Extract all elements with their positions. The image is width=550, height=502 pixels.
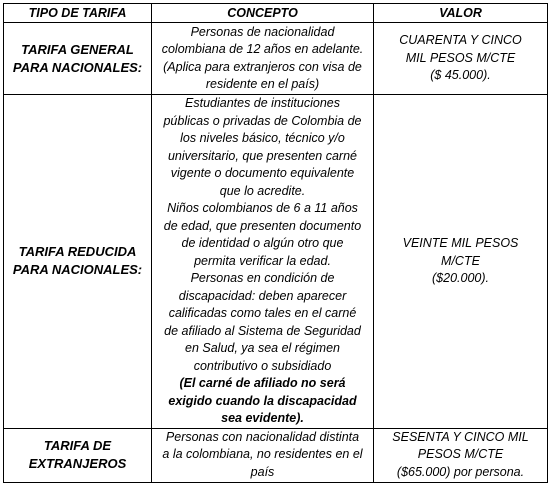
concepto-line: en Salud, ya sea el régimen [185, 341, 340, 355]
concepto-line: (Aplica para extranjeros con visa de [163, 59, 362, 74]
header-tipo: TIPO DE TARIFA [4, 4, 152, 23]
valor-line: ($ 45.000). [430, 68, 491, 83]
concepto-line: país [250, 464, 275, 479]
tarifas-table [3, 3, 548, 483]
concepto-line: Niños colombianos de 6 a 11 años [167, 201, 358, 215]
tipo-cell [4, 95, 152, 429]
concepto-line: calificadas como tales en el carné [168, 306, 357, 320]
tipo-line: EXTRANJEROS [28, 456, 127, 471]
concepto-line: vigente o documento equivalente [170, 166, 355, 180]
concepto-line: Personas en condición de [190, 271, 335, 285]
concepto-line: de afiliado al Sistema de Seguridad [164, 323, 361, 338]
table-row [4, 23, 548, 95]
concepto-line: permita verificar la edad. [194, 253, 331, 268]
tipo-cell [4, 428, 152, 482]
tipo-cell [4, 23, 152, 95]
tipo-line: PARA NACIONALES: [12, 59, 143, 75]
concepto-line: universitario, que presenten carné [167, 148, 357, 163]
valor-line: VEINTE MIL PESOS [402, 236, 519, 250]
concepto-note-line: sea evidente). [221, 411, 304, 425]
concepto-line: Personas de nacionalidad [190, 24, 335, 39]
concepto-line: colombiana de 12 años en adelante. [161, 42, 364, 56]
concepto-line: públicas o privadas de Colombia de [163, 113, 362, 128]
concepto-line: discapacidad: deben aparecer [178, 288, 347, 303]
valor-line: ($20.000). [432, 271, 489, 285]
valor-line: CUARENTA Y CINCO [399, 33, 522, 48]
concepto-line: que lo acredite. [219, 183, 306, 198]
valor-cell [374, 428, 548, 482]
tipo-line: TARIFA REDUCIDA [18, 244, 137, 260]
concepto-line: contributivo o subsidiado [193, 358, 332, 373]
concepto-note-line: (El carné de afiliado no será [179, 376, 346, 390]
header-concepto: CONCEPTO [152, 4, 374, 23]
tipo-line: PARA NACIONALES: [12, 262, 143, 278]
table-row [4, 95, 548, 429]
concepto-line: Estudiantes de instituciones [185, 96, 340, 110]
concepto-note-line: exigido cuando la discapacidad [168, 393, 357, 408]
valor-line: MIL PESOS M/CTE [405, 50, 516, 65]
tipo-line: TARIFA GENERAL [21, 41, 134, 57]
concepto-line: a la colombiana, no residentes en el [162, 447, 363, 462]
concepto-cell [152, 95, 374, 429]
concepto-line: residente en el país) [205, 77, 320, 91]
valor-line: ($65.000) por persona. [396, 464, 525, 479]
concepto-cell [152, 23, 374, 95]
valor-cell [374, 23, 548, 95]
concepto-line: Personas con nacionalidad distinta [165, 429, 360, 444]
valor-line: M/CTE [441, 253, 480, 268]
table-row [4, 428, 548, 482]
concepto-cell [152, 428, 374, 482]
valor-line: PESOS M/CTE [417, 447, 504, 462]
header-row [4, 4, 548, 23]
valor-line: SESENTA Y CINCO MIL [392, 429, 529, 444]
concepto-line: de edad, que presenten documento [163, 218, 362, 233]
header-valor: VALOR [374, 4, 548, 23]
tipo-line: TARIFA DE [43, 438, 112, 453]
concepto-line: los niveles básico, técnico y/o [180, 131, 345, 145]
concepto-line: de identidad o algún otro que [181, 236, 344, 250]
valor-cell [374, 95, 548, 429]
